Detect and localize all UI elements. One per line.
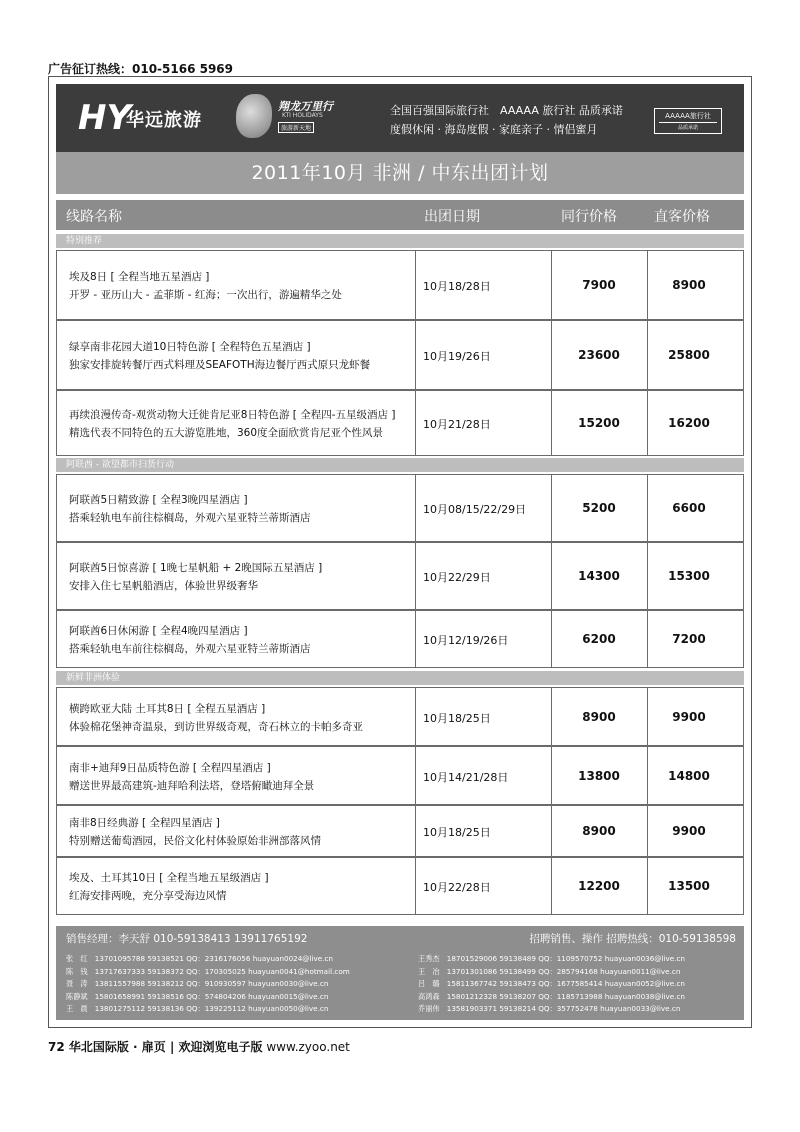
brand-banner xyxy=(56,84,744,152)
trade-price: 6200 xyxy=(582,632,616,646)
route-title: 南非+迪拜9日品质特色游 [ 全程四星酒店 ] xyxy=(69,761,271,774)
table-row xyxy=(56,610,744,668)
column-divider xyxy=(415,747,416,804)
contact-row: 王秀杰 18701529006 59138489 QQ：1109570752 huayuan0036@live.cn xyxy=(418,954,685,963)
departure-date: 10月18/25日 xyxy=(423,711,491,725)
table-row xyxy=(56,805,744,857)
column-divider xyxy=(415,858,416,914)
table-row xyxy=(56,320,744,390)
departure-date: 10月18/28日 xyxy=(423,280,491,293)
contact-row: 张 红 13701095788 59138521 QQ：2316176056 huayuan0024@live.cn xyxy=(66,954,333,963)
route-title: 再续浪漫传奇-观赏动物大迁徙肯尼亚8日特色游 [ 全程四-五星级酒店 ] xyxy=(69,409,396,421)
table-row xyxy=(56,542,744,610)
direct-price: 6600 xyxy=(672,501,706,515)
contact-row: 高鸿森 15801212328 59138207 QQ：1185713988 huayuan0038@live.cn xyxy=(418,991,685,1001)
page-footer-text: 72 华北国际版 · 扉页 | 欢迎浏览电子版 xyxy=(48,1040,263,1054)
column-divider xyxy=(415,251,416,319)
table-row xyxy=(56,390,744,456)
trade-price: 8900 xyxy=(582,709,616,724)
col-route: 线路名称 xyxy=(66,209,122,225)
page-footer xyxy=(48,1038,350,1055)
column-divider xyxy=(415,806,416,856)
route-title: 南非8日经典游 [ 全程四星酒店 ] xyxy=(69,817,220,829)
slogan-line-1: 全国百强国际旅行社 AAAAA 旅行社 品质承诺 xyxy=(390,104,623,117)
badge-bottom: 品质承诺 xyxy=(659,122,717,133)
section-label: 阿联酋 - 欲望都市扫货行动 xyxy=(66,460,174,470)
trade-price: 5200 xyxy=(582,501,616,515)
page-title: 2011年10月 非洲 / 中东出团计划 xyxy=(56,152,744,194)
section-label: 特别推荐 xyxy=(66,236,103,246)
partner-tag: 旅游新天地 xyxy=(278,122,314,133)
column-divider xyxy=(415,475,416,541)
departure-date: 10月08/15/22/29日 xyxy=(423,503,527,516)
direct-price: 9900 xyxy=(672,709,706,724)
sales-manager: 销售经理：李天舒 010-59138413 13911765192 xyxy=(66,933,308,945)
column-divider xyxy=(415,391,416,455)
partner-name: 翔龙万里行 xyxy=(278,100,333,113)
ad-hotline: 广告征订热线：010-5166 5969 xyxy=(48,62,234,76)
partner-sub: KTI HOLIDAYS xyxy=(282,112,323,119)
huayuan-logo-icon: HY xyxy=(78,98,132,138)
website-link[interactable]: www.zyoo.net xyxy=(262,1040,350,1054)
route-desc: 搭乘轻轨电车前往棕榈岛，外观六星亚特兰蒂斯酒店 xyxy=(69,643,311,655)
huayuan-logo-text: 华远旅游 xyxy=(126,110,202,131)
direct-price: 8900 xyxy=(672,278,706,292)
departure-date: 10月21/28日 xyxy=(423,418,491,431)
route-title: 阿联酋5日精致游 [ 全程3晚四星酒店 ] xyxy=(69,494,248,506)
direct-price: 7200 xyxy=(672,632,706,646)
departure-date: 10月19/26日 xyxy=(423,350,491,363)
contact-row: 乔丽伟 13581903371 59138214 QQ：357752478 huayuan0033@live.cn xyxy=(418,1004,681,1013)
column-divider xyxy=(415,321,416,389)
section-header xyxy=(56,234,744,248)
table-row xyxy=(56,250,744,320)
contact-row: 陈静斌 15801658991 59138516 QQ：574804206 huayuan0015@live.cn xyxy=(66,991,329,1001)
col-trade-price: 同行价格 xyxy=(561,209,617,225)
table-row xyxy=(56,746,744,805)
slogan-line-2: 度假休闲 · 海岛度假 · 家庭亲子 · 情侣蜜月 xyxy=(390,123,598,136)
table-header xyxy=(56,200,744,230)
trade-price: 12200 xyxy=(578,879,620,893)
trade-price: 14300 xyxy=(578,569,620,583)
trade-price: 15200 xyxy=(578,416,620,430)
departure-date: 10月22/29日 xyxy=(423,571,491,584)
trade-price: 8900 xyxy=(582,824,616,838)
direct-price: 9900 xyxy=(672,824,706,838)
departure-date: 10月12/19/26日 xyxy=(423,634,509,647)
route-title: 埃及、土耳其10日 [ 全程当地五星级酒店 ] xyxy=(69,872,269,884)
route-title: 埃及8日 [ 全程当地五星酒店 ] xyxy=(69,271,210,283)
section-label: 新鲜非洲体验 xyxy=(66,673,121,683)
table-row xyxy=(56,474,744,542)
badge-top: AAAAA旅行社 xyxy=(665,112,711,120)
contact-row: 王 晨 13801275112 59138136 QQ：139225112 huayuan0050@live.cn xyxy=(66,1004,329,1013)
dragon-logo-icon xyxy=(236,94,272,138)
route-desc: 体验棉花堡神奇温泉，到访世界级奇观，奇石林立的卡帕多奇亚 xyxy=(69,720,363,733)
recruit-hotline: 招聘销售、操作 招聘热线：010-59138598 xyxy=(529,933,736,945)
route-desc: 安排入住七星帆船酒店，体验世界级奢华 xyxy=(69,580,258,592)
table-row xyxy=(56,687,744,746)
direct-price: 25800 xyxy=(668,348,710,362)
departure-date: 10月18/25日 xyxy=(423,826,491,839)
trade-price: 13800 xyxy=(578,768,620,783)
direct-price: 14800 xyxy=(668,768,710,783)
contact-row: 陈 钱 13717637333 59138372 QQ：170305025 huayuan0041@hotmail.com xyxy=(66,966,350,976)
trade-price: 7900 xyxy=(582,278,616,292)
column-divider xyxy=(415,611,416,667)
route-desc: 特别赠送葡萄酒园，民俗文化村体验原始非洲部落风情 xyxy=(69,835,321,847)
departure-date: 10月22/28日 xyxy=(423,881,491,894)
departure-date: 10月14/21/28日 xyxy=(423,770,509,784)
route-desc: 开罗 - 亚历山大 - 孟菲斯 - 红海；一次出行，游遍精华之处 xyxy=(69,289,342,301)
route-desc: 赠送世界最高建筑-迪拜哈利法塔，登塔俯瞰迪拜全景 xyxy=(69,779,315,792)
trade-price: 23600 xyxy=(578,348,620,362)
column-divider xyxy=(415,688,416,745)
contact-row: 聂 涛 13811557988 59138212 QQ：910930597 huayuan0030@live.cn xyxy=(66,979,329,988)
route-desc: 精选代表不同特色的五大游览胜地，360度全面欣赏肯尼亚个性风景 xyxy=(69,427,384,439)
route-desc: 独家安排旋转餐厅西式料理及SEAFOTH海边餐厅西式原只龙虾餐 xyxy=(69,359,371,371)
route-title: 横跨欧亚大陆 土耳其8日 [ 全程五星酒店 ] xyxy=(69,702,266,715)
direct-price: 15300 xyxy=(668,569,710,583)
route-desc: 红海安排两晚，充分享受海边风情 xyxy=(69,890,227,902)
route-desc: 搭乘轻轨电车前往棕榈岛，外观六星亚特兰蒂斯酒店 xyxy=(69,512,311,524)
section-header xyxy=(56,671,744,685)
section-header xyxy=(56,458,744,472)
col-date: 出团日期 xyxy=(424,209,480,225)
direct-price: 16200 xyxy=(668,416,710,430)
contact-footer xyxy=(56,926,744,1020)
col-direct-price: 直客价格 xyxy=(654,209,710,225)
contact-row: 吕 璐 15811367742 59138473 QQ：1677585414 huayuan0052@live.cn xyxy=(418,979,685,988)
direct-price: 13500 xyxy=(668,879,710,893)
column-divider xyxy=(415,543,416,609)
route-title: 阿联酋6日休闲游 [ 全程4晚四星酒店 ] xyxy=(69,625,248,637)
route-title: 绿享南非花园大道10日特色游 [ 全程特色五星酒店 ] xyxy=(69,341,311,353)
route-title: 阿联酋5日惊喜游 [ 1晚七星帆船 + 2晚国际五星酒店 ] xyxy=(69,562,323,574)
contact-row: 王 冶 13701301086 59138499 QQ：285794168 huayuan0011@live.cn xyxy=(418,966,681,976)
aaaaa-badge xyxy=(654,108,722,134)
table-row xyxy=(56,857,744,915)
